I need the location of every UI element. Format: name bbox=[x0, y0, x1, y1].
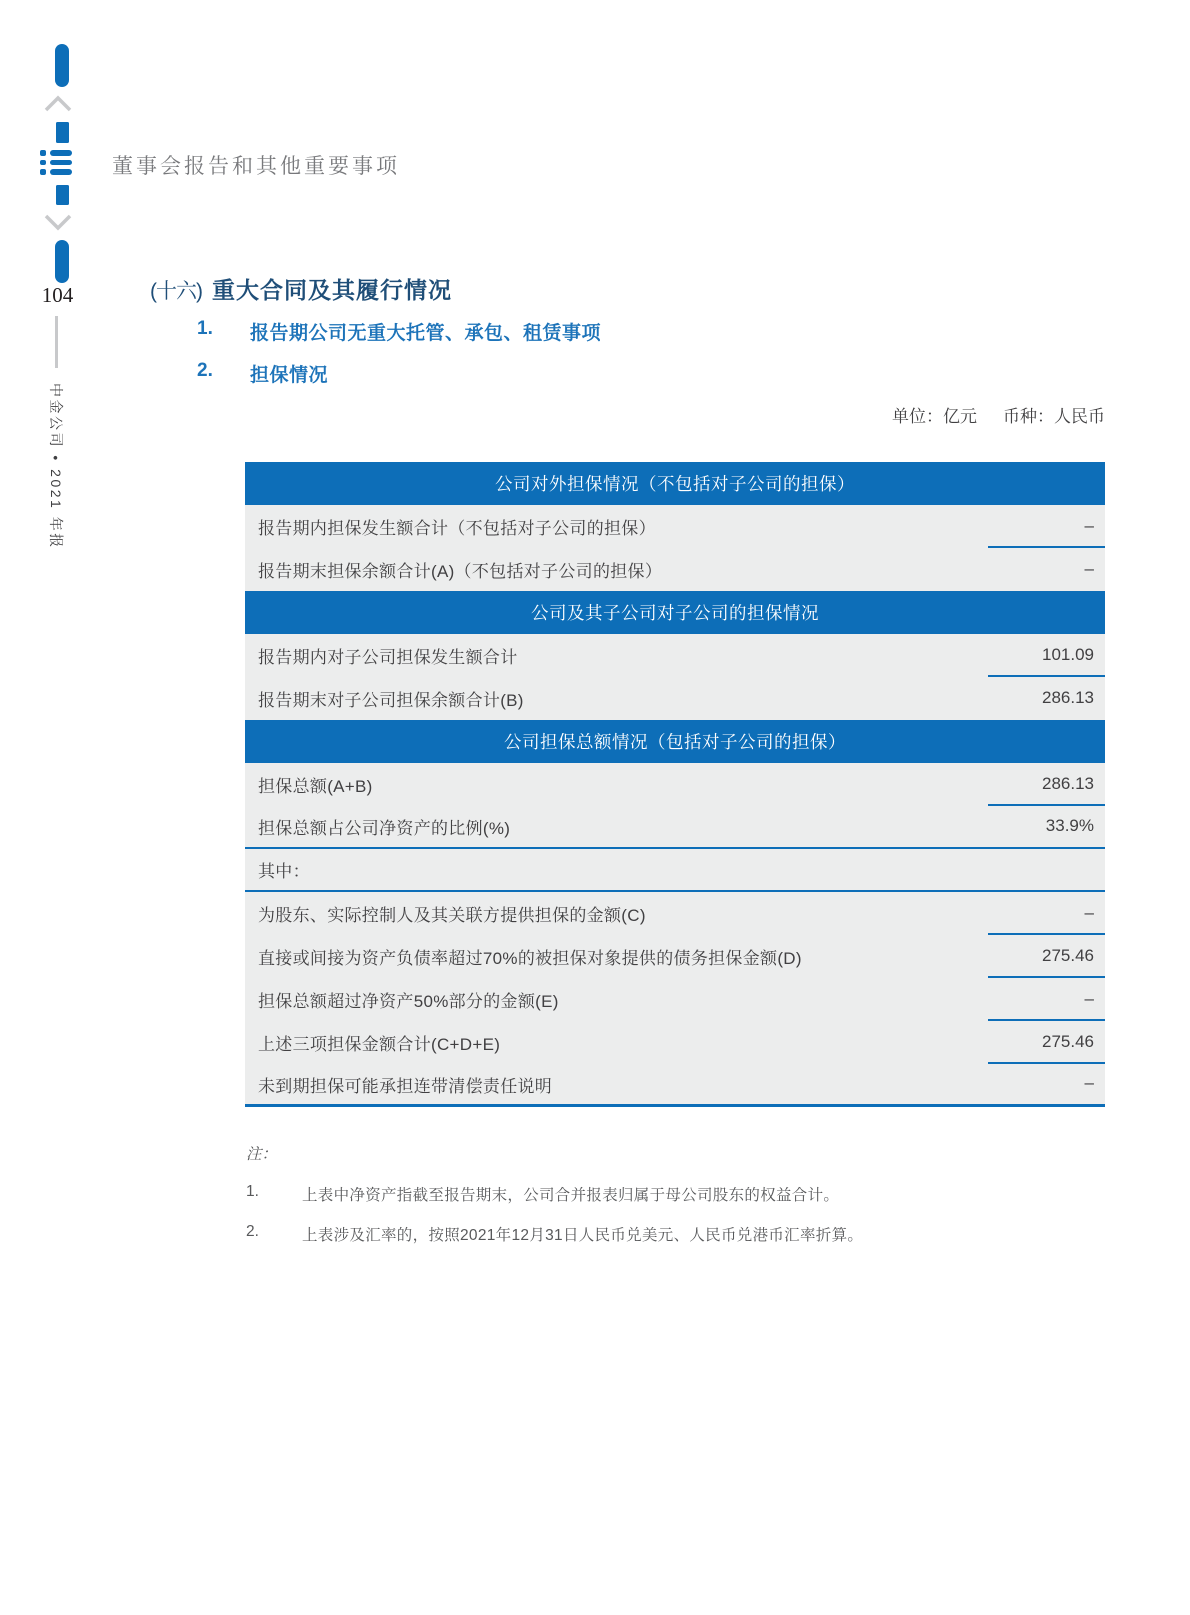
currency-label: 币种：人民币 bbox=[1003, 407, 1105, 426]
row-label: 为股东、实际控制人及其关联方提供担保的金额(C) bbox=[258, 906, 646, 925]
sidebar-bar-top bbox=[55, 44, 69, 87]
table-row bbox=[245, 763, 1105, 806]
list-bar bbox=[50, 150, 72, 156]
report-spine-text: 中金公司 • 2021 年报 bbox=[48, 383, 64, 550]
table-section-header bbox=[245, 591, 1105, 634]
table-of-contents-icon[interactable] bbox=[40, 150, 73, 179]
row-label: 报告期内担保发生额合计（不包括对子公司的担保） bbox=[258, 519, 656, 538]
item-text: 担保情况 bbox=[250, 365, 329, 386]
note-item bbox=[246, 1223, 1106, 1245]
row-value: 275.46 bbox=[988, 1021, 1105, 1064]
row-label: 担保总额(A+B) bbox=[258, 777, 373, 796]
section-item-1 bbox=[197, 318, 601, 345]
row-value: 101.09 bbox=[988, 634, 1105, 677]
table-row bbox=[245, 677, 1105, 720]
table-row bbox=[245, 935, 1105, 978]
list-dot bbox=[40, 150, 46, 156]
table-caption bbox=[892, 402, 1105, 427]
row-value: – bbox=[988, 978, 1105, 1021]
table-section-header bbox=[245, 720, 1105, 763]
chapter-title: 董事会报告和其他重要事项 bbox=[112, 154, 400, 178]
row-value: – bbox=[1084, 1073, 1094, 1092]
row-label: 报告期末对子公司担保余额合计(B) bbox=[258, 691, 524, 710]
row-label: 未到期担保可能承担连带清偿责任说明 bbox=[258, 1076, 553, 1096]
note-text: 上表中净资产指截至报告期末，公司合并报表归属于母公司股东的权益合计。 bbox=[302, 1187, 840, 1204]
table-row bbox=[245, 806, 1105, 849]
row-value: – bbox=[988, 505, 1105, 548]
table-section-header bbox=[245, 462, 1105, 505]
note-number: 2. bbox=[246, 1223, 259, 1240]
note-number: 1. bbox=[246, 1183, 259, 1200]
item-number: 2. bbox=[197, 360, 213, 381]
row-label: 担保总额占公司净资产的比例(%) bbox=[258, 819, 511, 838]
item-text: 报告期公司无重大托管、承包、租赁事项 bbox=[250, 323, 602, 344]
note-item bbox=[246, 1183, 1106, 1205]
section-header-label: 公司及其子公司对子公司的担保情况 bbox=[531, 603, 819, 623]
item-number: 1. bbox=[197, 318, 213, 339]
row-value: 286.13 bbox=[988, 763, 1105, 806]
unit-label: 单位：亿元 bbox=[892, 407, 977, 426]
list-dot bbox=[40, 169, 46, 175]
row-value: 286.13 bbox=[1042, 687, 1094, 707]
row-label: 担保总额超过净资产50%部分的金额(E) bbox=[258, 992, 559, 1011]
row-value: – bbox=[1084, 558, 1094, 578]
row-value: 33.9% bbox=[1045, 815, 1094, 835]
row-value bbox=[988, 849, 1105, 890]
row-label: 上述三项担保金额合计(C+D+E) bbox=[258, 1035, 501, 1054]
page-number-rule bbox=[55, 316, 58, 368]
notes-title: 注： bbox=[246, 1146, 278, 1163]
list-dot bbox=[40, 160, 46, 166]
row-label: 报告期末担保余额合计(A)（不包括对子公司的担保） bbox=[258, 562, 663, 581]
list-bar bbox=[50, 169, 72, 175]
section-number: (十六) bbox=[150, 280, 202, 303]
table-row bbox=[245, 892, 1105, 935]
table-row bbox=[245, 1064, 1105, 1107]
table-row bbox=[245, 548, 1105, 591]
section-item-2 bbox=[197, 360, 328, 387]
row-value: – bbox=[988, 892, 1105, 935]
guarantee-table bbox=[245, 462, 1105, 1107]
sidebar-bar-bottom bbox=[55, 240, 69, 283]
chevron-down-icon[interactable] bbox=[44, 212, 72, 232]
section-title: 重大合同及其履行情况 bbox=[212, 277, 452, 303]
table-row bbox=[245, 634, 1105, 677]
section-header-label: 公司担保总额情况（包括对子公司的担保） bbox=[504, 732, 846, 752]
table-row bbox=[245, 505, 1105, 548]
row-label: 报告期内对子公司担保发生额合计 bbox=[258, 648, 518, 667]
table-row bbox=[245, 849, 1105, 892]
row-label: 直接或间接为资产负债率超过70%的被担保对象提供的债务担保金额(D) bbox=[258, 949, 802, 968]
sidebar-square-bottom bbox=[56, 185, 69, 205]
row-value: 275.46 bbox=[988, 935, 1105, 978]
note-text: 上表涉及汇率的，按照2021年12月31日人民币兑美元、人民币兑港币汇率折算。 bbox=[302, 1227, 864, 1244]
table-row bbox=[245, 1021, 1105, 1064]
row-label: 其中： bbox=[258, 862, 310, 881]
page-number: 104 bbox=[41, 283, 74, 307]
section-heading bbox=[150, 272, 452, 305]
section-header-label: 公司对外担保情况（不包括对子公司的担保） bbox=[495, 474, 855, 494]
table-row bbox=[245, 978, 1105, 1021]
chevron-up-icon[interactable] bbox=[44, 94, 72, 114]
sidebar-square-top bbox=[56, 122, 69, 143]
list-bar bbox=[50, 160, 72, 166]
